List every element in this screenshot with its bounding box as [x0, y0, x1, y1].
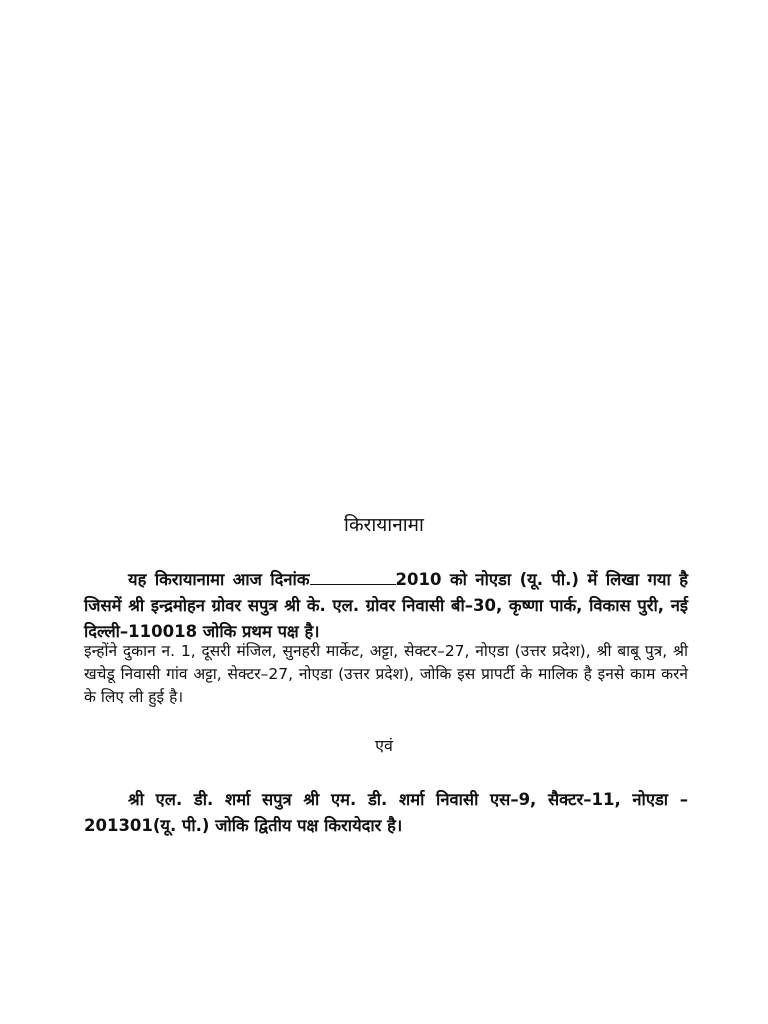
paragraph-first-party-rest: 2010 को नोएडा (यू. पी.) में लिखा गया है जिसमें श्री इन्द्रमोहन ग्रोवर सपुत्र श्री के. एल. ग्रोवर निवासी बी–30, कृष्णा पार्क, विकास पुरी, नई दिल्ली–110018 जोकि प्रथम पक्ष है।: [84, 570, 688, 641]
document-title: किरायानामा: [344, 514, 424, 536]
paragraph-first-party-lead: यह किरायानामा आज दिनांक: [128, 570, 310, 589]
paragraph-property-details: इन्होंने दुकान न. 1, दूसरी मंजिल, सुनहरी मार्केट, अट्टा, सेक्टर–27, नोएडा (उत्तर प्रदेश), श्री बाबू पुत्र, श्री खचेडू निवासी गांव अट्टा, सेक्टर–27, नोएडा (उत्तर प्रदेश), जोकि इस प्रापर्टी के मालिक है इनसे काम करने के लिए ली हुई है।: [84, 642, 688, 706]
paragraph-second-party-text: श्री एल. डी. शर्मा सपुत्र श्री एम. डी. शर्मा निवासी एस–9, सैक्टर–11, नोएडा – 201301(यू. पी.) जोकि द्वितीय पक्ष किरायेदार है।: [84, 790, 688, 835]
date-blank-line: [310, 568, 396, 585]
conjunction-separator: एवं: [375, 736, 393, 755]
paragraph-second-party: [84, 787, 688, 839]
paragraph-first-party: [84, 567, 688, 645]
